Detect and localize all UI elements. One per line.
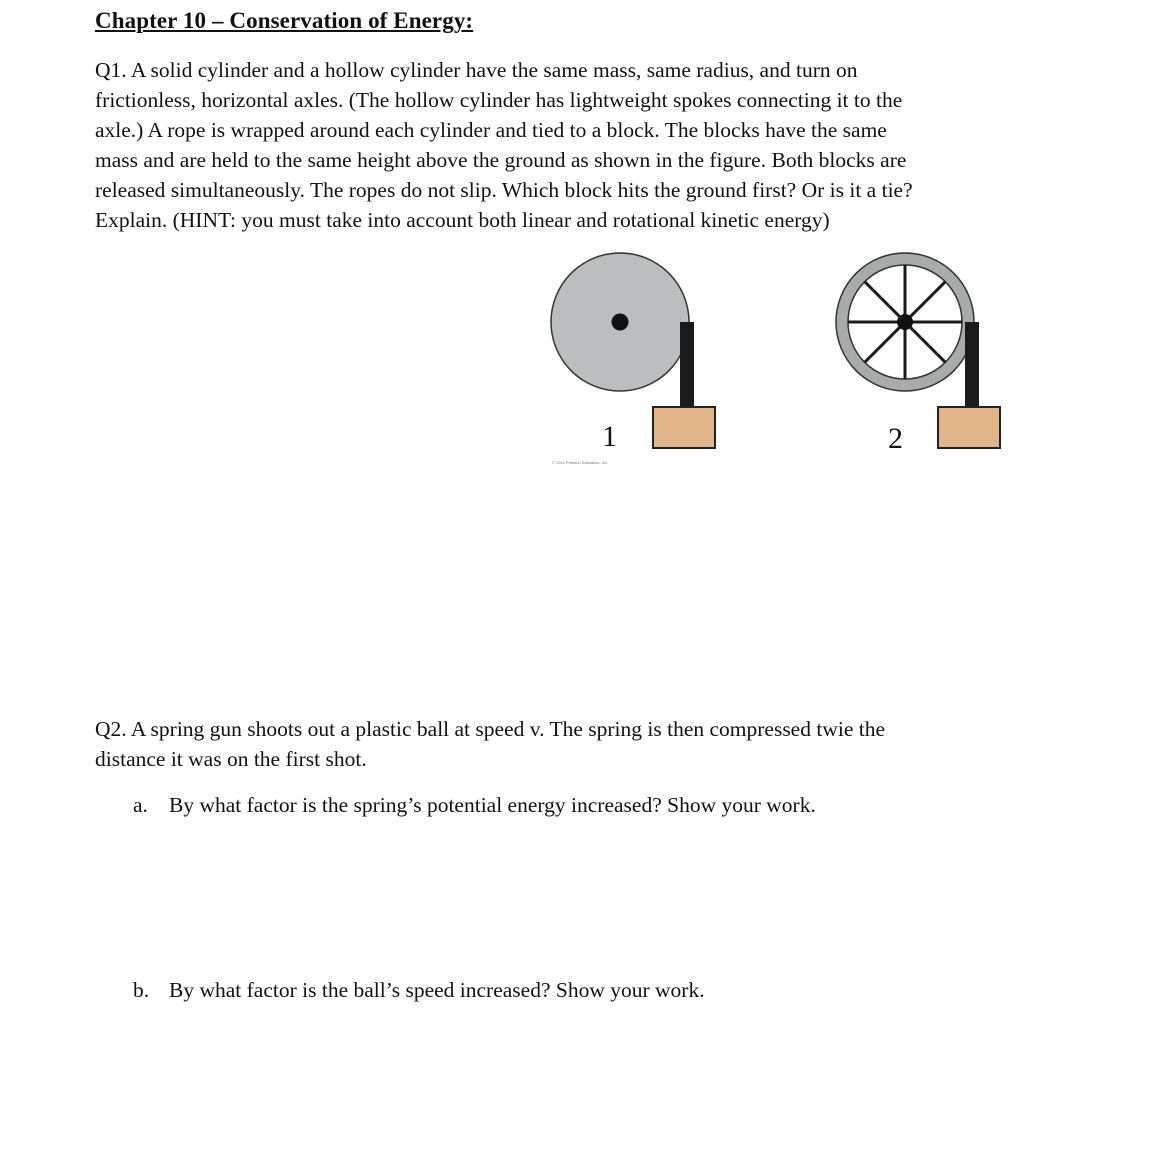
question-2 [95,714,1055,774]
q2-line: distance it was on the first shot. [95,747,367,771]
q1-line: frictionless, horizontal axles. (The hollow cylinder has lightweight spokes connecting it to the [95,88,903,112]
cylinders-diagram [540,250,1010,470]
q1-line: axle.) A rope is wrapped around each cylinder and tied to a block. The blocks have the same [95,118,887,142]
q1-line: Explain. (HINT: you must take into account both linear and rotational kinetic energy) [95,208,830,232]
q1-line: released simultaneously. The ropes do not slip. Which block hits the ground first? Or is it a tie? [95,178,913,202]
solid-cylinder [551,253,689,391]
hollow-cylinder [836,253,974,391]
label-2: 2 [888,422,903,455]
part-a-text: By what factor is the spring’s potential energy increased? Show your work. [169,793,816,817]
q1-line: mass and are held to the same height above the ground as shown in the figure. Both blocks are [95,148,907,172]
solid-axle-dot [612,314,629,331]
q1-line: Q1. A solid cylinder and a hollow cylinder have the same mass, same radius, and turn on [95,58,858,82]
block-2 [938,407,1000,448]
part-b-marker: b. [133,978,150,1002]
rope-1 [680,322,694,410]
label-1: 1 [602,420,617,453]
rope-2 [965,322,979,410]
part-b-text: By what factor is the ball’s speed increased? Show your work. [169,978,705,1002]
q2-line: Q2. A spring gun shoots out a plastic ball at speed v. The spring is then compressed twie the [95,717,886,741]
question-2-part-a [133,790,816,820]
hollow-axle-dot [897,314,913,330]
question-1 [95,55,1035,235]
chapter-title: Chapter 10 – Conservation of Energy: [95,8,474,33]
cylinders-figure [540,250,1010,470]
figure-copyright: © 2011 Pearson Education, Inc. [552,460,609,465]
part-a-marker: a. [133,793,148,817]
question-2-part-b [133,975,705,1005]
block-1 [653,407,715,448]
